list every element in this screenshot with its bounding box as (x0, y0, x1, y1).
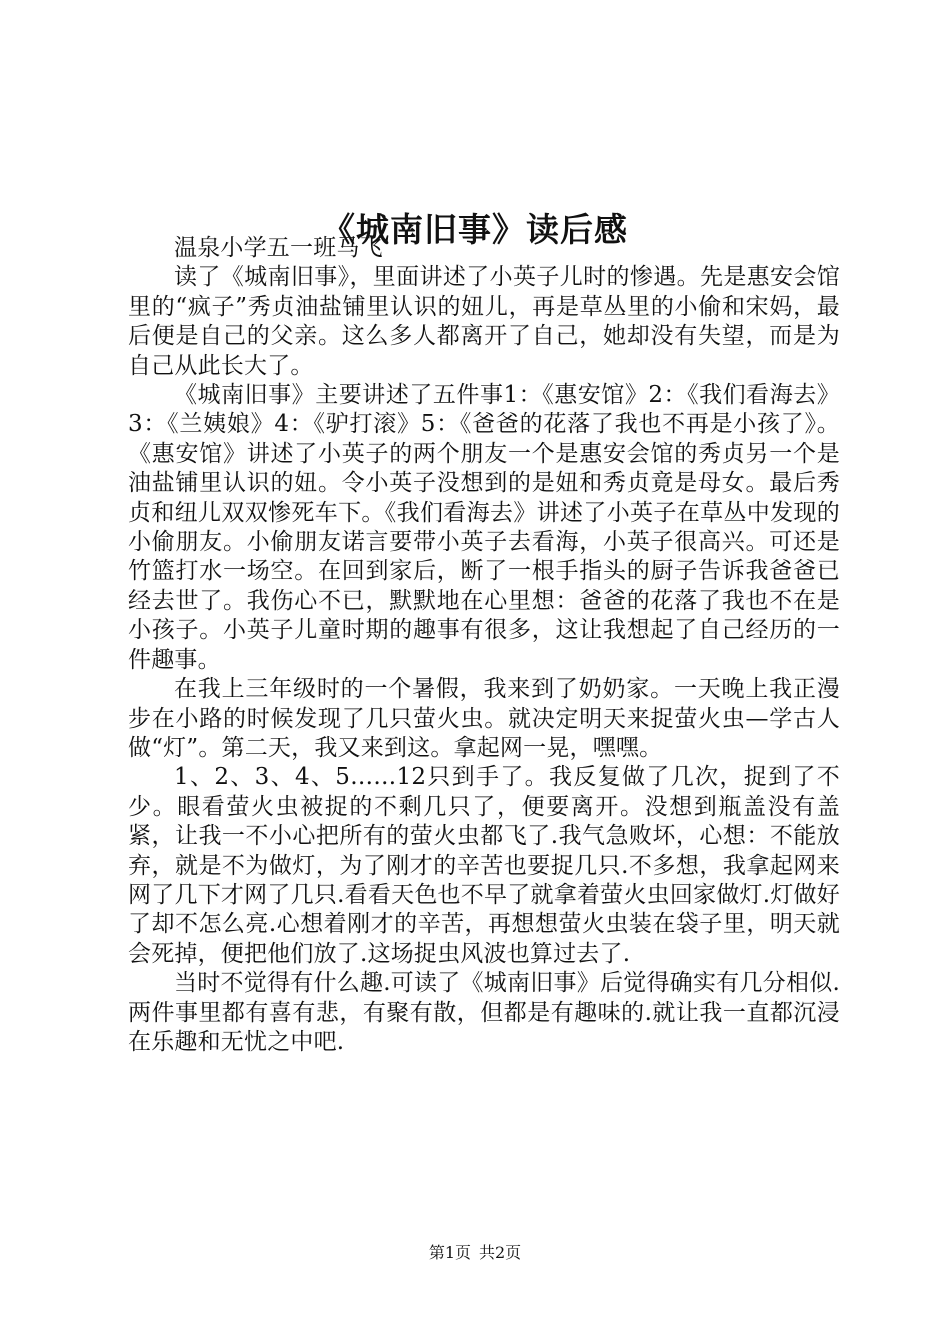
page-number: 第1页 (428, 1243, 471, 1262)
paragraph-1: 读了《城南旧事》，里面讲述了小英子儿时的惨遇。先是惠安会馆里的“疯子”秀贞油盐铺里认识的妞儿，再是草丛里的小偷和宋妈，最后便是自己的父亲。这么多人都离开了自己，她却没有失望，而是为自己从此长大了。 (128, 264, 840, 379)
paragraph-2: 《城南旧事》主要讲述了五件事1：《惠安馆》2：《我们看海去》3：《兰姨娘》4：《驴打滚》5：《爸爸的花落了我也不再是小孩了》。《惠安馆》讲述了小英子的两个朋友一个是惠安会馆的秀贞另一个是油盐铺里认识的妞。令小英子没想到的是妞和秀贞竟是母女。最后秀贞和纽儿双双惨死车下。《我们看海去》讲述了小英子在草丛中发现的小偷朋友。小偷朋友诺言要带小英子去看海，小英子很高兴。可还是竹篮打水一场空。在回到家后，断了一根手指头的厨子告诉我爸爸已经去世了。我伤心不已，默默地在心里想：爸爸的花落了我也不在是小孩子。小英子儿童时期的趣事有很多，这让我想起了自己经历的一件趣事。 (128, 382, 840, 673)
author-byline: 温泉小学五一班马飞 (174, 235, 383, 261)
paragraph-5: 当时不觉得有什么趣.可读了《城南旧事》后觉得确实有几分相似.两件事里都有喜有悲，有聚有散，但都是有趣味的.就让我一直都沉浸在乐趣和无忧之中吧. (128, 970, 840, 1055)
paragraph-4: 1、2、3、4、5……12只到手了。我反复做了几次，捉到了不少。眼看萤火虫被捉的不剩几只了，便要离开。没想到瓶盖没有盖紧，让我一不小心把所有的萤火虫都飞了.我气急败坏，心想：不能放弃，就是不为做灯，为了刚才的辛苦也要捉几只.不多想，我拿起网来网了几下才网了几只.看看天色也不早了就拿着萤火虫回家做灯.灯做好了却不怎么亮.心想着刚才的辛苦，再想想萤火虫装在袋子里，明天就会死掉，便把他们放了.这场捉虫风波也算过去了. (128, 764, 840, 967)
document-body (128, 234, 840, 1057)
page-footer (0, 1243, 950, 1263)
page-total: 共2页 (479, 1243, 522, 1262)
document-title: 《城南旧事》读后感 (322, 210, 628, 250)
paragraph-3: 在我上三年级时的一个暑假，我来到了奶奶家。一天晚上我正漫步在小路的时候发现了几只萤火虫。就决定明天来捉萤火虫—学古人做“灯”。第二天，我又来到这。拿起网一晃，嘿嘿。 (128, 676, 840, 761)
